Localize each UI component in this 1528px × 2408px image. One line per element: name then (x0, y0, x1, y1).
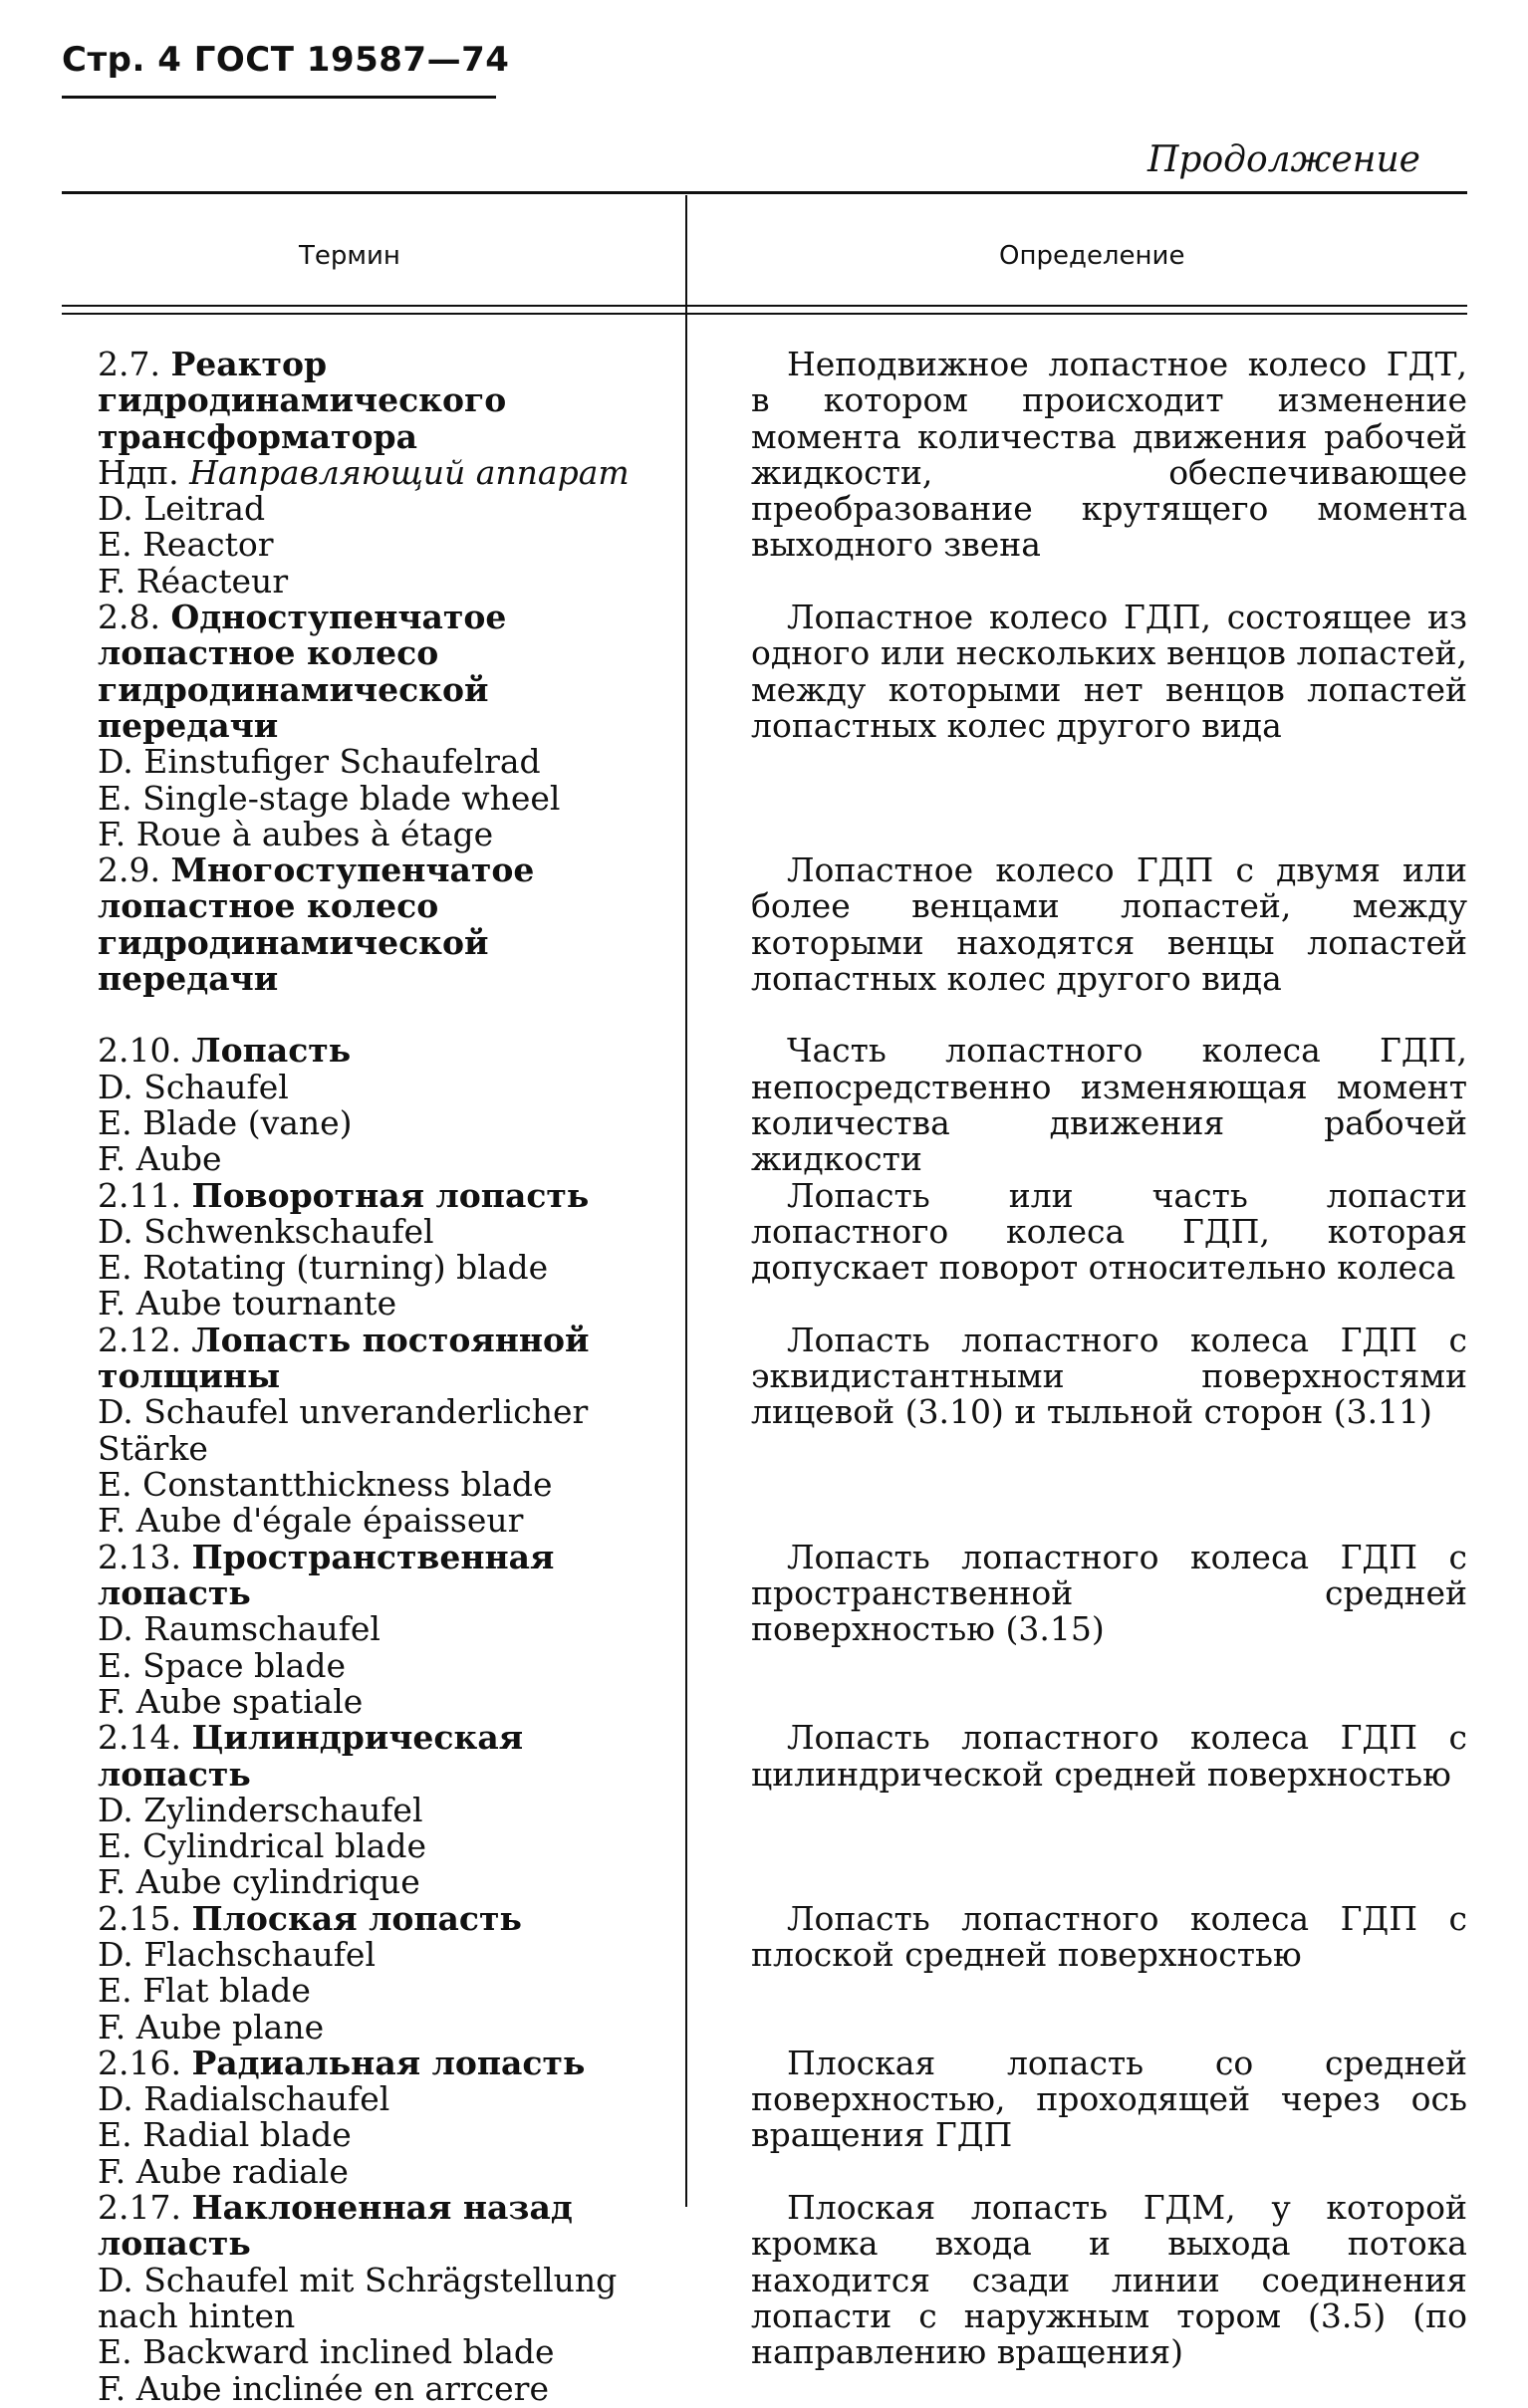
table-row (62, 1320, 1467, 1541)
term-cell (62, 600, 702, 852)
term-de: D. Leitrad (98, 489, 266, 529)
term-en: E. Rotating (turning) blade (98, 1248, 549, 1288)
definition-text: Лопасть или часть лопасти лопастного колеса ГДП, которая допускает поворот относительно колеса (750, 1175, 1467, 1288)
definition-cell (702, 347, 1467, 600)
term-name: Радиальная лопасть (191, 2043, 586, 2082)
term-en: E. Radial blade (98, 2115, 352, 2155)
term-cell (62, 1720, 702, 1900)
term-name: Пространственная лопасть (98, 1537, 555, 1613)
definition-text: Лопасть лопастного колеса ГДП с эквидистантными поверхностями лицевой (3.10) и тыльной сторон (3.11) (750, 1320, 1467, 1432)
term-name: Многоступенчатое лопастное колесо гидродинамической передачи (98, 850, 535, 999)
column-header-definition: Определение (999, 241, 1185, 271)
entry-number: 2.11. (98, 1175, 181, 1215)
term-fr: F. Roue à aubes à étage (98, 814, 494, 853)
term-en: E. Cylindrical blade (98, 1826, 426, 1866)
column-header-term: Термин (299, 241, 400, 271)
term-en: E. Single-stage blade wheel (98, 778, 561, 818)
definition-text: Плоская лопасть со средней поверхностью, проходящей через ось вращения ГДП (750, 2043, 1467, 2155)
definition-text: Плоская лопасть ГДМ, у которой кромка входа и выхода потока находится сзади линии соединения лопасти с наружным тором (3.5) (по направлению вращения) (750, 2188, 1467, 2372)
ndp-term: Направляющий аппарат (189, 452, 630, 492)
definition-cell (702, 1175, 1467, 1323)
term-fr: F. Aube cylindrique (98, 1862, 420, 1902)
term-de: D. Einstufiger Schaufelrad (98, 742, 541, 782)
entry-number: 2.16. (98, 2043, 181, 2082)
entry-number: 2.10. (98, 1031, 181, 1071)
term-de: D. Flachschaufel (98, 1934, 377, 1974)
table-row (62, 2190, 1467, 2407)
entry-number: 2.14. (98, 1718, 181, 1758)
term-cell (62, 1320, 702, 1541)
definition-text: Лопасть лопастного колеса ГДП с пространственной средней поверхностью (3.15) (750, 1537, 1467, 1649)
term-name: Лопасть постоянной толщины (98, 1320, 590, 1396)
table-row (62, 1720, 1467, 1900)
term-name: Одноступенчатое лопастное колесо гидродинамической передачи (98, 598, 507, 745)
table-row (62, 1898, 1467, 2047)
term-en: E. Backward inclined blade (98, 2332, 555, 2372)
term-cell (62, 2043, 702, 2191)
definition-cell (702, 1320, 1467, 1540)
term-fr: F. Aube tournante (98, 1284, 397, 1324)
table-row (62, 2043, 1467, 2191)
definition-text: Лопасть лопастного колеса ГДП с плоской средней поверхностью (750, 1898, 1467, 1974)
header-rule-upper (62, 305, 1467, 307)
table-top-rule (62, 191, 1467, 194)
definition-text: Лопастное колесо ГДП с двумя или более венцами лопастей, между которыми находятся венцы лопастей лопастных колес другого вида (750, 850, 1467, 999)
term-fr: F. Réacteur (98, 561, 289, 601)
term-cell (62, 347, 702, 600)
definition-text: Лопастное колесо ГДП, состоящее из одного или нескольких венцов лопастей, между которыми нет венцов лопастей лопастных колес другого вида (750, 598, 1467, 745)
term-cell (62, 1175, 702, 1324)
page-header: Стр. 4 ГОСТ 19587—74 (62, 40, 510, 80)
entry-number: 2.17. (98, 2188, 181, 2228)
term-de: D. Zylinderschaufel (98, 1790, 423, 1829)
entry-number: 2.15. (98, 1898, 181, 1938)
definition-text: Часть лопастного колеса ГДП, непосредственно изменяющая момент количества движения рабочей жидкости (750, 1031, 1467, 1179)
entry-number: 2.8. (98, 598, 160, 637)
term-en: E. Reactor (98, 525, 274, 565)
entry-number: 2.12. (98, 1320, 181, 1359)
definition-cell (702, 2190, 1467, 2407)
term-de: D. Schaufel mit Schrägstellung nach hinten (98, 2260, 618, 2335)
term-en: E. Blade (vane) (98, 1102, 353, 1142)
header-rule-lower (62, 313, 1467, 315)
table-row (62, 347, 1467, 600)
term-en: E. Constantthickness blade (98, 1464, 553, 1504)
term-cell (62, 1898, 702, 2047)
table-row (62, 1033, 1467, 1177)
term-name: Цилиндрическая лопасть (98, 1718, 524, 1794)
term-en: E. Space blade (98, 1645, 346, 1685)
ndp-label: Ндп. (98, 452, 179, 492)
term-cell (62, 1537, 702, 1721)
term-fr: F. Aube plane (98, 2007, 325, 2047)
term-de: D. Schwenkschaufel (98, 1211, 434, 1251)
term-cell (62, 2190, 702, 2407)
definition-cell (702, 1033, 1467, 1177)
term-fr: F. Aube spatiale (98, 1681, 364, 1721)
definition-cell (702, 852, 1467, 997)
term-fr: F. Aube radiale (98, 2151, 349, 2191)
definition-cell (702, 1720, 1467, 1900)
definition-cell (702, 1898, 1467, 2046)
term-de: D. Raumschaufel (98, 1609, 381, 1649)
term-name: Плоская лопасть (191, 1898, 522, 1938)
definition-text: Неподвижное лопастное колесо ГДТ, в котором происходит изменение момента количества движения рабочей жидкости, обеспечивающее преобразование крутящего момента выходного звена (750, 345, 1467, 565)
term-name: Поворотная лопасть (191, 1175, 590, 1215)
entry-number: 2.9. (98, 850, 160, 890)
table-row (62, 1537, 1467, 1721)
definition-cell (702, 600, 1467, 852)
table-row (62, 852, 1467, 997)
table-row (62, 600, 1467, 852)
term-en: E. Flat blade (98, 1971, 311, 2011)
term-fr: F. Aube inclinée en arrcere (98, 2368, 549, 2408)
term-de: D. Radialschaufel (98, 2079, 390, 2119)
term-de: D. Schaufel unveranderlicher Stärke (98, 1392, 589, 1468)
term-table-body (62, 347, 1467, 2407)
entry-number: 2.13. (98, 1537, 181, 1576)
term-name: Наклоненная назад лопасть (98, 2188, 573, 2264)
term-cell (62, 1033, 702, 1177)
continuation-label: Продолжение (1147, 139, 1420, 180)
entry-number: 2.7. (98, 345, 160, 383)
term-cell (62, 852, 702, 997)
table-row (62, 1175, 1467, 1324)
term-fr: F. Aube d'égale épaisseur (98, 1501, 524, 1541)
term-name: Реактор гидродинамического трансформатора (98, 345, 507, 456)
term-fr: F. Aube (98, 1139, 222, 1179)
term-de: D. Schaufel (98, 1067, 289, 1106)
term-name: Лопасть (191, 1031, 352, 1071)
definition-cell (702, 2043, 1467, 2190)
definition-cell (702, 1537, 1467, 1720)
definition-text: Лопасть лопастного колеса ГДП с цилиндрической средней поверхностью (750, 1718, 1467, 1794)
header-rule (62, 96, 496, 99)
